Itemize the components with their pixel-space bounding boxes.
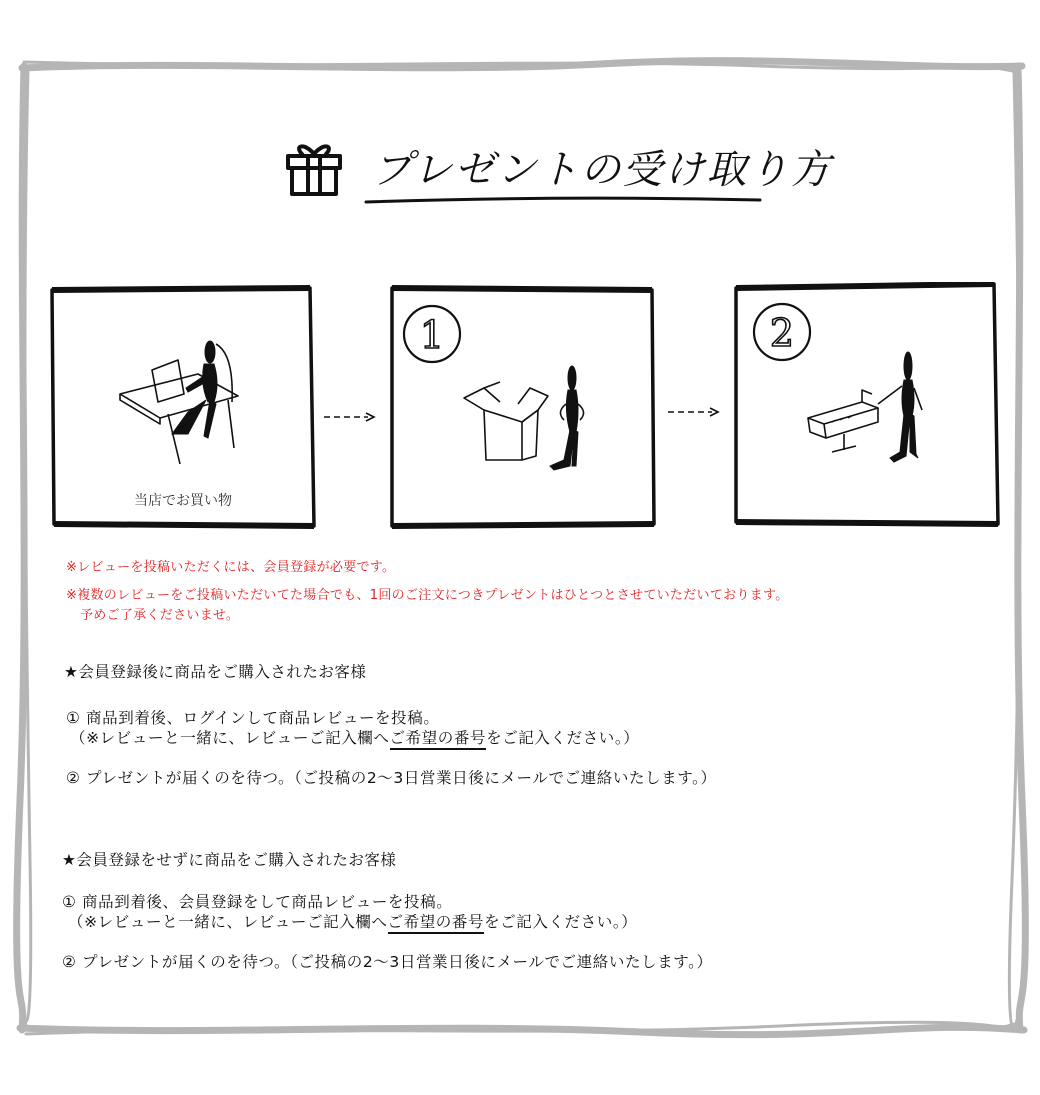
section-heading-member: ★会員登録後に商品をご購入されたお客様 bbox=[64, 663, 367, 681]
panel-step-1 bbox=[388, 284, 658, 530]
note-prefix: （※レビューと一緒に、レビューご記入欄へ bbox=[70, 729, 390, 747]
page-title: プレゼントの受け取り方 bbox=[372, 147, 833, 193]
section-guest-step-1: ① 商品到着後、会員登録をして商品レビューを投稿。 bbox=[62, 893, 453, 911]
section-member-step-1-note bbox=[70, 726, 639, 748]
panel-caption: 当店でお買い物 bbox=[134, 493, 232, 509]
section-heading-guest: ★会員登録をせずに商品をご購入されたお客様 bbox=[62, 851, 397, 869]
desired-number-emphasis: ご希望の番号 bbox=[390, 729, 487, 750]
title-area bbox=[280, 130, 833, 220]
dashed-arrow-icon bbox=[666, 405, 722, 419]
note-suffix: をご記入ください。） bbox=[484, 913, 638, 931]
dashed-arrow-icon bbox=[322, 410, 378, 424]
desired-number-emphasis: ご希望の番号 bbox=[388, 913, 485, 934]
title-underline bbox=[364, 194, 764, 208]
note-one-present: ※複数のレビューをご投稿いただいてた場合でも、1回のご注文につきプレゼントはひとつとさせていただいております。 bbox=[66, 588, 789, 603]
panel-step-2 bbox=[732, 282, 1002, 528]
panel-shopping bbox=[48, 284, 318, 530]
gift-box-icon bbox=[282, 138, 346, 198]
section-guest-step-1-note bbox=[68, 910, 637, 932]
delivery-box-illustration bbox=[732, 282, 1002, 528]
step-number: 2 bbox=[769, 311, 795, 355]
note-prefix: （※レビューと一緒に、レビューご記入欄へ bbox=[68, 913, 388, 931]
note-member-required: ※レビューを投稿いただくには、会員登録が必要です。 bbox=[66, 560, 396, 575]
step-number: 1 bbox=[419, 313, 445, 357]
section-guest-step-2: ② プレゼントが届くのを待つ。（ご投稿の2〜3日営業日後にメールでご連絡いたします。） bbox=[62, 953, 713, 971]
section-member-step-2: ② プレゼントが届くのを待つ。（ご投稿の2〜3日営業日後にメールでご連絡いたします。） bbox=[66, 769, 717, 787]
note-suffix: をご記入ください。） bbox=[486, 729, 640, 747]
note-apology: 予めご了承くださいませ。 bbox=[80, 608, 240, 623]
open-box-illustration bbox=[388, 284, 658, 530]
section-member-step-1: ① 商品到着後、ログインして商品レビューを投稿。 bbox=[66, 709, 440, 727]
